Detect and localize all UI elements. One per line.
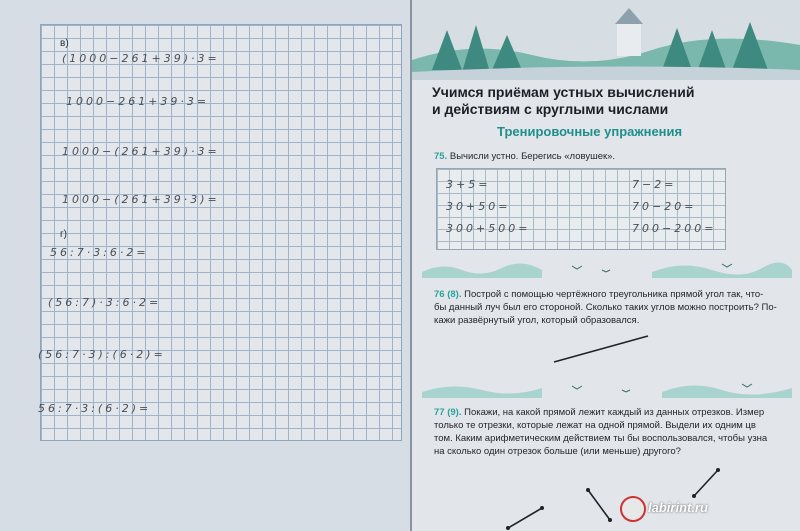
labirint-logo-icon xyxy=(620,496,646,522)
handwritten-expression: 30+50= xyxy=(446,200,511,213)
task-text: кажи развёрнутый угол, который образовался. xyxy=(434,315,640,326)
handwritten-expression: (56:7)·3:6·2= xyxy=(48,296,162,309)
handwritten-expression: 56:7·3:(6·2)= xyxy=(38,402,152,415)
task-77 xyxy=(434,406,800,458)
section-subtitle: Тренировочные упражнения xyxy=(497,124,683,139)
task-text: Вычисли устно. Берегись «ловушек». xyxy=(449,151,616,162)
task-number: 76 (8). xyxy=(434,289,462,300)
task-text: том. Каким арифметическим действием ты бы воспользовался, чтобы узна xyxy=(434,433,768,444)
chapter-title xyxy=(432,84,694,118)
section-label-g: г) xyxy=(60,229,67,240)
handwritten-expression: 1000−(261+39)·3= xyxy=(62,145,220,158)
handwritten-expression: (56:7·3):(6·2)= xyxy=(38,348,166,361)
task-75 xyxy=(434,150,615,163)
task-text: на сколько один отрезок больше (или меньше) другого? xyxy=(434,446,681,457)
handwritten-expression: 7−2= xyxy=(632,178,677,191)
segments-drawing xyxy=(412,458,800,531)
squared-grid xyxy=(40,24,402,441)
section-label-v: в) xyxy=(60,38,69,49)
chapter-title-line2: и действиям с круглыми числами xyxy=(432,101,669,117)
handwritten-expression: 1000−261+39·3= xyxy=(66,95,210,108)
task-number: 75. xyxy=(434,151,448,162)
task-number: 77 (9). xyxy=(434,407,462,418)
right-page xyxy=(412,0,800,531)
handwritten-expression: (1000−261+39)·3= xyxy=(62,52,220,65)
chapter-title-line1: Учимся приёмам устных вычислений xyxy=(432,84,695,100)
handwritten-expression: 3+5= xyxy=(446,178,491,191)
ray-drawing xyxy=(412,320,800,380)
handwritten-expression: 70−20= xyxy=(632,200,697,213)
task-text: бы данный луч был его стороной. Сколько таких углов можно построить? По- xyxy=(434,302,777,313)
watermark: labirint.ru xyxy=(648,500,708,515)
task-text: Построй с помощью чертёжного треугольника прямой угол так, что- xyxy=(464,289,764,300)
landscape-illustration xyxy=(412,0,800,80)
handwritten-expression: 1000−(261+39·3)= xyxy=(62,193,220,206)
handwritten-expression: 300+500= xyxy=(446,222,531,235)
task-text: только те отрезки, которые лежат на одной прямой. Выдели их одним цв xyxy=(434,420,756,431)
handwritten-expression: 56:7·3:6·2= xyxy=(50,246,149,259)
handwritten-expression: 700−200= xyxy=(632,222,717,235)
cloud-divider-icon xyxy=(422,378,792,398)
cloud-divider-icon xyxy=(422,258,792,278)
task-text: Покажи, на какой прямой лежит каждый из данных отрезков. Измер xyxy=(464,407,765,418)
forest-church-icon xyxy=(412,0,800,80)
